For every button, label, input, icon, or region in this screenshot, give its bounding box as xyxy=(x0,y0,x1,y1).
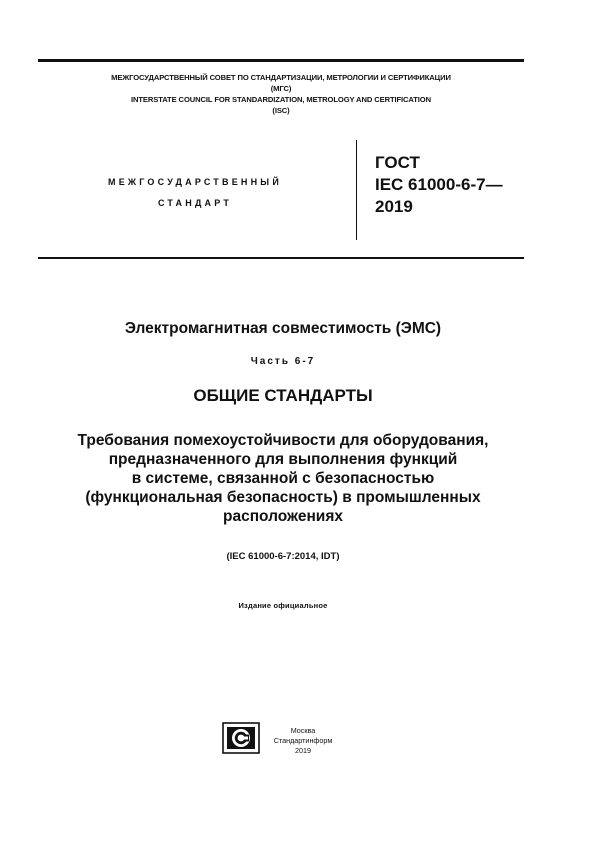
title-part: Часть 6-7 xyxy=(250,356,316,367)
designation-line-1: ГОСТ xyxy=(375,153,420,172)
standard-kind xyxy=(60,172,330,214)
requirements-line: Требования помехоустойчивости для оборудования, xyxy=(77,432,489,449)
iec-reference: (IEC 61000-6-7:2014, IDT) xyxy=(226,551,340,562)
title-requirements xyxy=(30,431,536,526)
requirements-line: предназначенного для выполнения функций xyxy=(108,451,458,468)
requirements-line: расположениях xyxy=(222,508,344,525)
vertical-divider xyxy=(356,140,357,240)
designation-line-3: 2019 xyxy=(375,197,413,216)
publisher-year: 2019 xyxy=(295,746,311,755)
designation-line-2: IEC 61000-6-7— xyxy=(375,175,503,194)
official-edition: Издание официальное xyxy=(238,601,328,610)
council-en-line-1: INTERSTATE COUNCIL FOR STANDARDIZATION, METROLOGY AND CERTIFICATION xyxy=(131,95,431,104)
standartinform-logo-icon xyxy=(222,722,260,754)
requirements-line: в системе, связанной с безопасностью xyxy=(131,470,435,487)
publisher-info xyxy=(263,726,343,756)
council-header xyxy=(38,72,524,116)
standard-kind-line-2: СТАНДАРТ xyxy=(157,198,233,208)
standard-designation xyxy=(375,152,503,218)
publisher-city: Москва xyxy=(290,726,316,735)
council-en-line-2: (ISC) xyxy=(272,106,290,115)
top-rule xyxy=(38,59,524,62)
requirements-line: (функциональная безопасность) в промышленных xyxy=(85,489,481,506)
title-general: ОБЩИЕ СТАНДАРТЫ xyxy=(193,386,373,405)
council-ru-line-1: МЕЖГОСУДАРСТВЕННЫЙ СОВЕТ ПО СТАНДАРТИЗАЦИИ, МЕТРОЛОГИИ И СЕРТИФИКАЦИИ xyxy=(111,73,451,82)
title-main: Электромагнитная совместимость (ЭМС) xyxy=(124,320,442,337)
standard-kind-line-1: МЕЖГОСУДАРСТВЕННЫЙ xyxy=(108,177,282,187)
council-ru-line-2: (МГС) xyxy=(270,84,292,93)
publisher-name: Стандартинформ xyxy=(273,736,333,745)
middle-rule xyxy=(38,257,524,259)
